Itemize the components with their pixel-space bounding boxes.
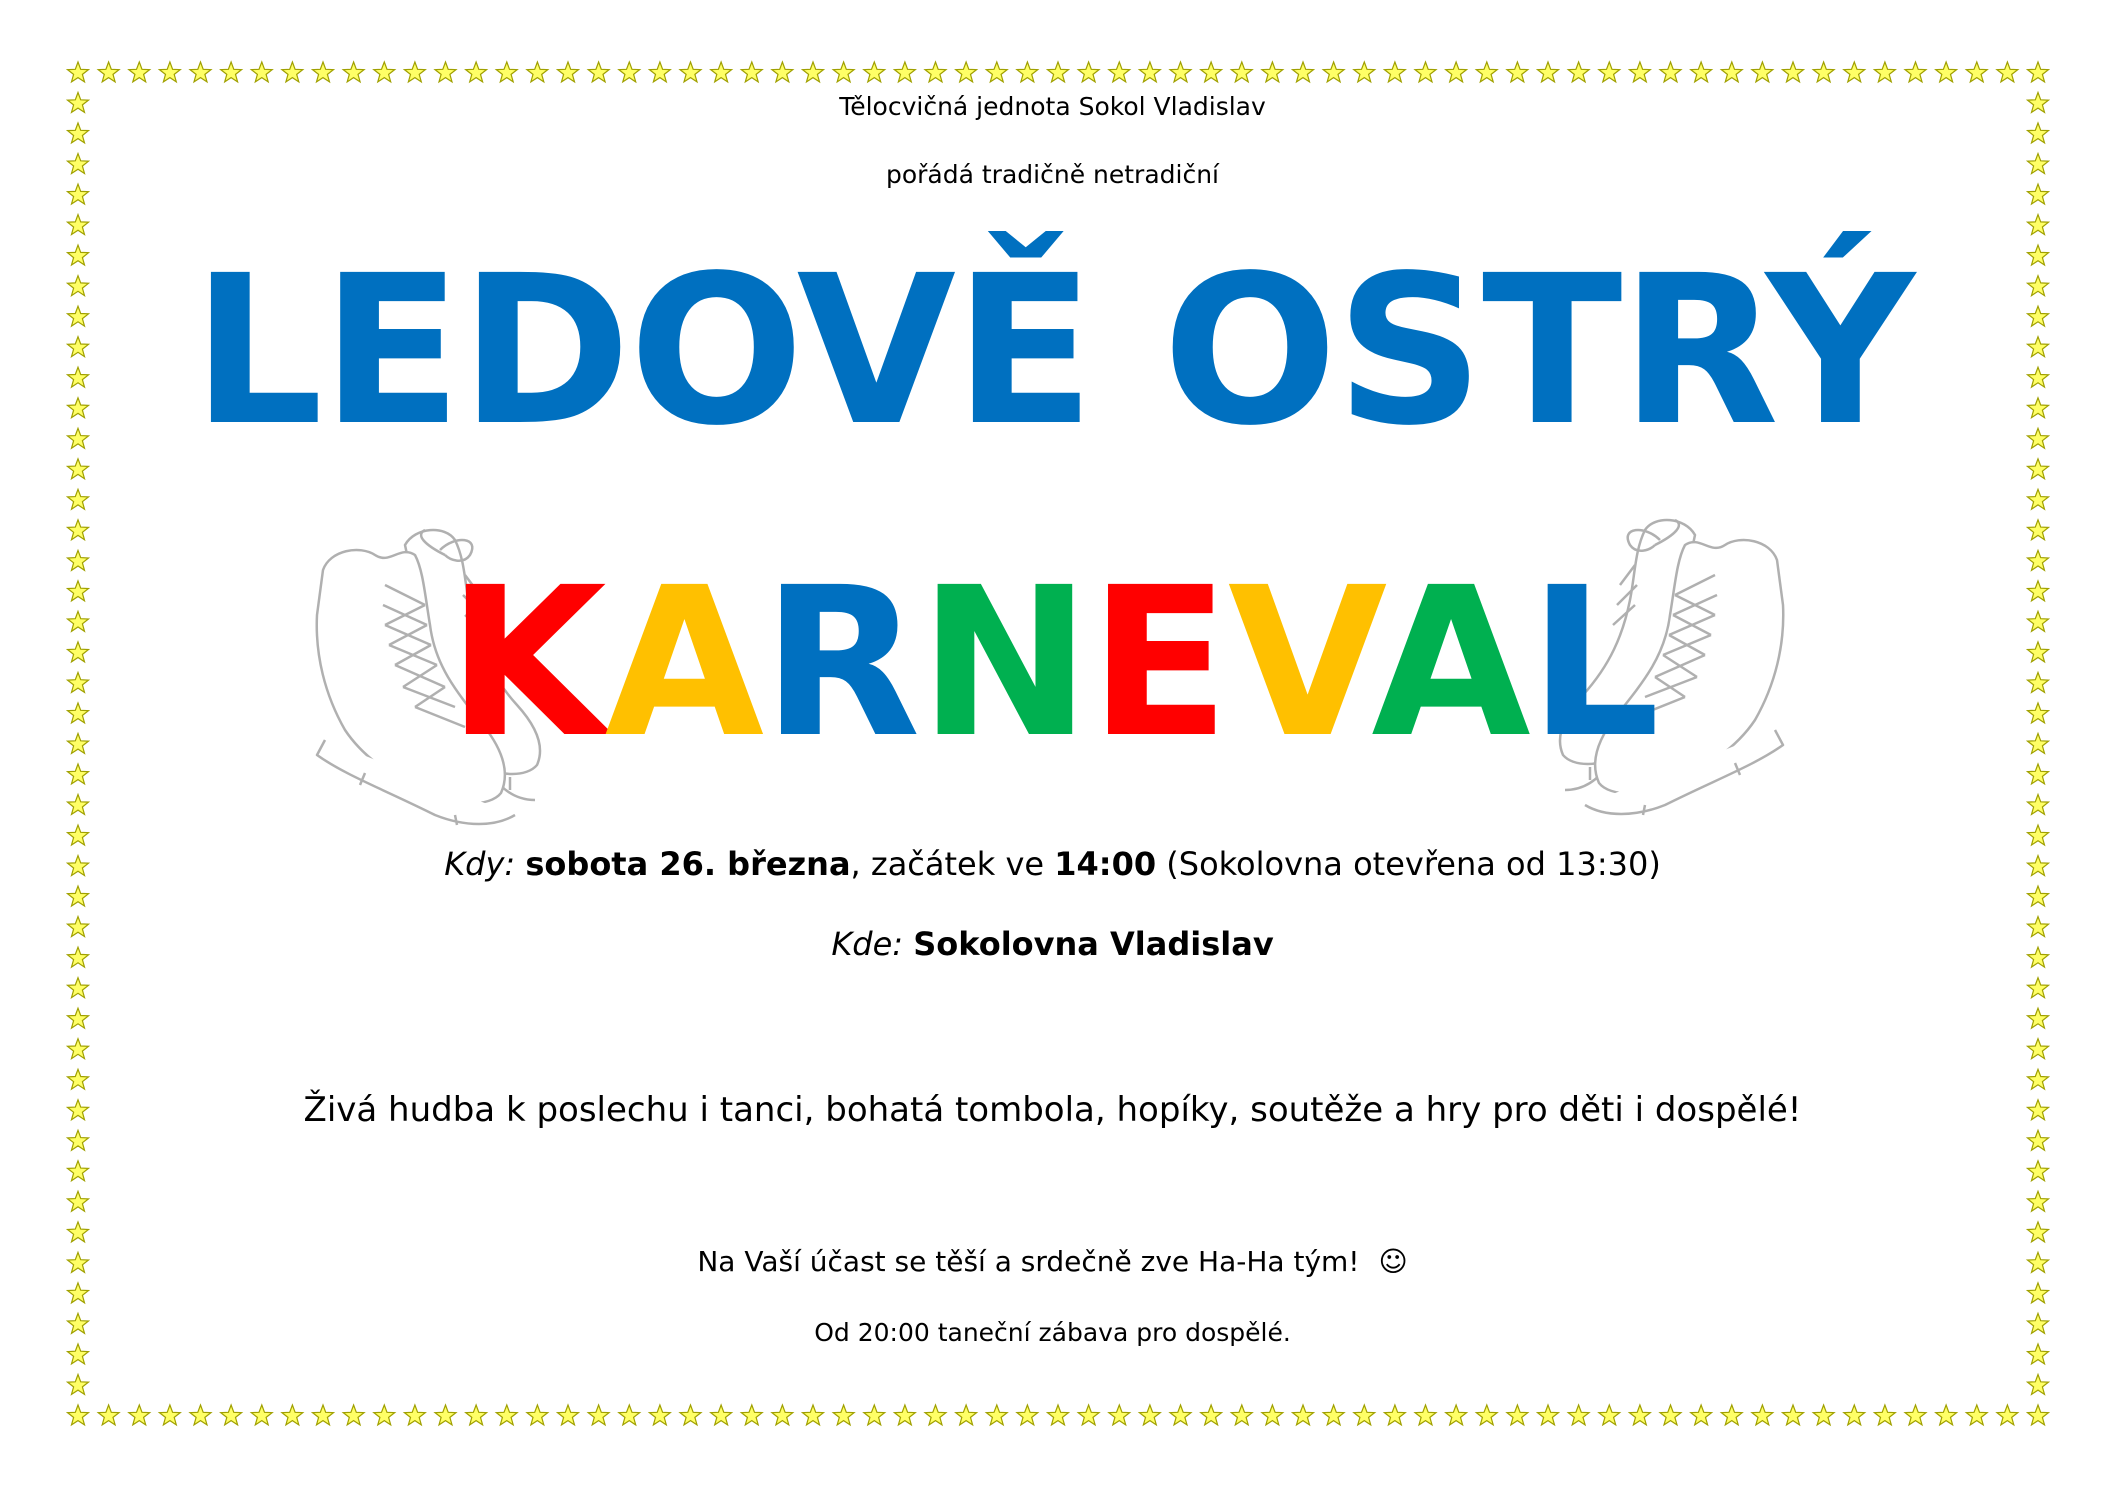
- star-icon: [190, 1405, 211, 1425]
- star-icon: [98, 1405, 119, 1425]
- opening-note: (Sokolovna otevřena od 13:30): [1156, 845, 1661, 883]
- star-icon: [1507, 1405, 1528, 1425]
- star-icon: [1384, 62, 1405, 82]
- star-icon: [803, 1405, 824, 1425]
- star-icon: [619, 62, 640, 82]
- star-icon: [221, 1405, 242, 1425]
- star-icon: [374, 62, 395, 82]
- star-icon: [68, 1130, 89, 1150]
- star-icon: [741, 62, 762, 82]
- star-icon: [1109, 62, 1130, 82]
- star-icon: [98, 62, 119, 82]
- star-icon: [1476, 62, 1497, 82]
- star-icon: [2028, 886, 2049, 906]
- star-icon: [190, 62, 211, 82]
- star-icon: [129, 62, 150, 82]
- star-icon: [496, 62, 517, 82]
- star-icon: [159, 62, 180, 82]
- star-icon: [1201, 62, 1222, 82]
- star-icon: [956, 1405, 977, 1425]
- star-icon: [1905, 62, 1926, 82]
- star-icon: [1691, 62, 1712, 82]
- star-icon: [68, 764, 89, 784]
- star-icon: [159, 1405, 180, 1425]
- star-icon: [68, 520, 89, 540]
- star-icon: [527, 1405, 548, 1425]
- star-icon: [404, 1405, 425, 1425]
- star-icon: [68, 825, 89, 845]
- star-icon: [343, 1405, 364, 1425]
- start-time: 14:00: [1054, 845, 1157, 883]
- star-icon: [1415, 62, 1436, 82]
- star-icon: [2028, 489, 2049, 509]
- star-icon: [2028, 1191, 2049, 1211]
- star-icon: [404, 62, 425, 82]
- star-icon: [619, 1405, 640, 1425]
- where-line: [0, 925, 2105, 963]
- star-icon: [435, 62, 456, 82]
- star-icon: [1599, 1405, 1620, 1425]
- star-icon: [1170, 1405, 1191, 1425]
- star-icon: [282, 1405, 303, 1425]
- star-icon: [833, 1405, 854, 1425]
- star-icon: [68, 795, 89, 815]
- star-icon: [1017, 62, 1038, 82]
- karneval-letter: R: [762, 543, 919, 783]
- star-icon: [588, 1405, 609, 1425]
- star-icon: [1813, 62, 1834, 82]
- star-icon: [1568, 1405, 1589, 1425]
- star-icon: [1231, 1405, 1252, 1425]
- star-icon: [1874, 62, 1895, 82]
- star-icon: [1691, 1405, 1712, 1425]
- star-icon: [1538, 1405, 1559, 1425]
- star-icon: [1293, 1405, 1314, 1425]
- star-icon: [1966, 1405, 1987, 1425]
- star-icon: [1936, 62, 1957, 82]
- star-icon: [282, 62, 303, 82]
- star-icon: [527, 62, 548, 82]
- event-title: LEDOVĚ OSTRÝ: [192, 231, 1913, 471]
- karneval-letter: L: [1528, 543, 1658, 783]
- star-icon: [680, 1405, 701, 1425]
- star-icon: [680, 62, 701, 82]
- star-icon: [68, 1191, 89, 1211]
- karneval-letter: E: [1089, 543, 1228, 783]
- star-icon: [2028, 1161, 2049, 1181]
- star-icon: [1476, 1405, 1497, 1425]
- intro-line: pořádá tradičně netradiční: [885, 160, 1219, 189]
- star-icon: [313, 62, 334, 82]
- star-icon: [251, 1405, 272, 1425]
- star-icon: [2028, 1130, 2049, 1150]
- star-icon: [833, 62, 854, 82]
- star-icon: [2028, 1405, 2049, 1425]
- star-icon: [772, 1405, 793, 1425]
- star-icon: [1874, 1405, 1895, 1425]
- star-icon: [1139, 62, 1160, 82]
- star-icon: [1813, 1405, 1834, 1425]
- star-icon: [1017, 1405, 1038, 1425]
- star-icon: [2028, 978, 2049, 998]
- star-icon: [2028, 459, 2049, 479]
- star-icon: [1048, 62, 1069, 82]
- star-icon: [1323, 62, 1344, 82]
- star-icon: [1201, 1405, 1222, 1425]
- star-icon: [2028, 62, 2049, 82]
- star-icon: [1384, 1405, 1405, 1425]
- star-icon: [1293, 62, 1314, 82]
- star-icon: [1170, 62, 1191, 82]
- star-icon: [1783, 1405, 1804, 1425]
- star-icon: [1721, 1405, 1742, 1425]
- star-icon: [1660, 62, 1681, 82]
- star-icon: [68, 1039, 89, 1059]
- star-icon: [1568, 62, 1589, 82]
- star-icon: [1078, 62, 1099, 82]
- star-icon: [1997, 62, 2018, 82]
- star-icon: [1507, 62, 1528, 82]
- star-icon: [2028, 1008, 2049, 1028]
- star-icon: [649, 62, 670, 82]
- star-icon: [2028, 520, 2049, 540]
- when-line: [0, 845, 2105, 883]
- star-icon: [1783, 62, 1804, 82]
- star-icon: [1139, 1405, 1160, 1425]
- star-icon: [68, 1283, 89, 1303]
- star-icon: [251, 62, 272, 82]
- star-icon: [68, 489, 89, 509]
- star-icon: [1446, 62, 1467, 82]
- star-icon: [1262, 1405, 1283, 1425]
- star-icon: [68, 62, 89, 82]
- star-icon: [2028, 1375, 2049, 1395]
- star-icon: [1323, 1405, 1344, 1425]
- star-icon: [1538, 62, 1559, 82]
- karneval-letter: V: [1227, 543, 1372, 783]
- where-label: Kde:: [831, 925, 904, 963]
- karneval-letter: A: [1371, 543, 1529, 783]
- star-icon: [1629, 1405, 1650, 1425]
- star-icon: [894, 62, 915, 82]
- karneval-title: [0, 543, 2105, 783]
- star-icon: [803, 62, 824, 82]
- star-icon: [466, 62, 487, 82]
- star-icon: [435, 1405, 456, 1425]
- star-icon: [68, 1161, 89, 1181]
- star-icon: [1446, 1405, 1467, 1425]
- star-icon: [894, 1405, 915, 1425]
- star-icon: [1721, 62, 1742, 82]
- star-icon: [986, 1405, 1007, 1425]
- star-icon: [2028, 1039, 2049, 1059]
- star-icon: [466, 1405, 487, 1425]
- event-description: Živá hudba k poslechu i tanci, bohatá tombola, hopíky, soutěže a hry pro děti i dospělé!: [303, 1090, 1802, 1130]
- star-icon: [1844, 1405, 1865, 1425]
- star-icon: [1354, 1405, 1375, 1425]
- when-label: Kdy:: [444, 845, 516, 883]
- star-icon: [864, 1405, 885, 1425]
- karneval-letter: A: [604, 543, 763, 783]
- star-icon: [68, 123, 89, 143]
- invitation-line: [0, 1245, 2105, 1278]
- smiley-icon: ☺: [1378, 1245, 1408, 1278]
- star-icon: [68, 1405, 89, 1425]
- star-icon: [1629, 62, 1650, 82]
- star-icon: [1109, 1405, 1130, 1425]
- star-icon: [2028, 123, 2049, 143]
- star-icon: [986, 62, 1007, 82]
- star-icon: [558, 62, 579, 82]
- star-icon: [1844, 62, 1865, 82]
- star-icon: [864, 62, 885, 82]
- star-icon: [68, 886, 89, 906]
- star-icon: [2028, 1222, 2049, 1242]
- star-icon: [588, 62, 609, 82]
- star-icon: [649, 1405, 670, 1425]
- star-icon: [68, 459, 89, 479]
- star-icon: [2028, 1283, 2049, 1303]
- star-icon: [129, 1405, 150, 1425]
- star-icon: [558, 1405, 579, 1425]
- star-icon: [1599, 62, 1620, 82]
- star-icon: [925, 62, 946, 82]
- star-icon: [711, 62, 732, 82]
- star-icon: [1354, 62, 1375, 82]
- star-icon: [1966, 62, 1987, 82]
- star-icon: [343, 62, 364, 82]
- star-icon: [1415, 1405, 1436, 1425]
- star-icon: [2028, 215, 2049, 235]
- star-icon: [2028, 795, 2049, 815]
- star-icon: [1660, 1405, 1681, 1425]
- star-icon: [1936, 1405, 1957, 1425]
- star-icon: [374, 1405, 395, 1425]
- when-mid: , začátek ve: [850, 845, 1055, 883]
- star-icon: [772, 62, 793, 82]
- event-date: sobota 26. března: [525, 845, 851, 883]
- star-icon: [68, 1008, 89, 1028]
- star-icon: [956, 62, 977, 82]
- star-icon: [741, 1405, 762, 1425]
- star-icon: [1905, 1405, 1926, 1425]
- star-icon: [221, 62, 242, 82]
- evening-dance-note: Od 20:00 taneční zábava pro dospělé.: [814, 1318, 1291, 1347]
- venue: Sokolovna Vladislav: [913, 925, 1274, 963]
- star-icon: [1752, 62, 1773, 82]
- star-icon: [496, 1405, 517, 1425]
- star-icon: [68, 1222, 89, 1242]
- star-icon: [2028, 825, 2049, 845]
- star-icon: [1078, 1405, 1099, 1425]
- invitation-text: Na Vaší účast se těší a srdečně zve Ha-Ha tým!: [697, 1245, 1360, 1278]
- star-icon: [1048, 1405, 1069, 1425]
- star-icon: [711, 1405, 732, 1425]
- star-icon: [68, 1069, 89, 1089]
- karneval-letter: K: [447, 543, 605, 783]
- star-icon: [2028, 1069, 2049, 1089]
- star-icon: [1262, 62, 1283, 82]
- star-icon: [68, 215, 89, 235]
- star-icon: [925, 1405, 946, 1425]
- star-icon: [1752, 1405, 1773, 1425]
- organizer-line: Tělocvičná jednota Sokol Vladislav: [839, 92, 1266, 121]
- star-icon: [1231, 62, 1252, 82]
- star-icon: [2028, 764, 2049, 784]
- star-icon: [68, 978, 89, 998]
- star-icon: [68, 1375, 89, 1395]
- star-icon: [313, 1405, 334, 1425]
- star-icon: [1997, 1405, 2018, 1425]
- karneval-letter: N: [918, 543, 1090, 783]
